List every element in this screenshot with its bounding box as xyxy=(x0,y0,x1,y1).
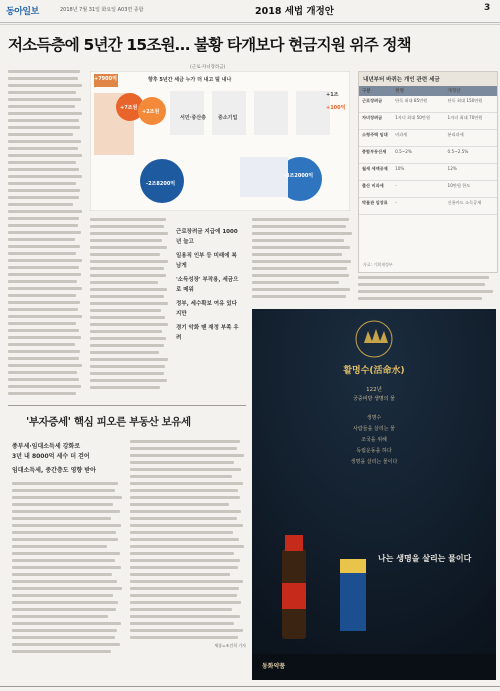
table-cell: 비과세 xyxy=(395,132,408,137)
headline-source-note: (근로·자녀장려금) xyxy=(190,65,226,70)
table-cell: 출산 비과세 xyxy=(362,183,384,188)
table-header-cell: 개정안 xyxy=(447,89,461,94)
table-cell: 월세 세액공제 xyxy=(362,166,388,171)
pull-quote-line: 일용직 인부 등 미래에 복 남게 xyxy=(176,253,237,269)
table-cell: 박물관 입장료 xyxy=(362,200,388,205)
issue-date: 2018년 7월 31일 화요일 A03면 종합 xyxy=(60,7,144,13)
main-headline: 저소득층에 5년간 15조원… 불황 타개보다 현금지원 위주 정책 xyxy=(8,36,411,54)
article2-subhead: 3년 내 8000억 세수 더 걷어 xyxy=(12,453,90,460)
chart-bar-top: +2조원 xyxy=(142,109,160,115)
article2-byline: 세종=조건희 기자 xyxy=(214,643,246,648)
table-cell: 10% xyxy=(395,166,405,171)
bottom-rule xyxy=(0,686,500,687)
table-cell: - xyxy=(395,200,397,205)
table-row xyxy=(359,96,497,113)
table-cell: 신용카드 소득공제 xyxy=(447,200,482,205)
ad-brand: 활명수(活命水) xyxy=(343,366,405,376)
article2-column-left xyxy=(12,482,124,682)
table-cell: 종합부동산세 xyxy=(362,149,387,154)
page-number: 3 xyxy=(484,3,491,13)
table-row xyxy=(359,198,497,215)
ad-copy xyxy=(252,413,496,468)
article-column-mid xyxy=(90,218,170,402)
pull-quote-line: '소득성장' 부작용, 세금으로 메워 xyxy=(176,277,239,293)
table-cell: 10만원 한도 xyxy=(447,183,471,188)
table-cell: 1자녀 최대 70만원 xyxy=(447,115,483,120)
pull-quote xyxy=(176,228,242,343)
table-header-cell: 구분 xyxy=(362,89,371,94)
article2-subhead: 종부세·임대소득세 강화로 xyxy=(12,443,81,450)
tax-change-table xyxy=(358,71,498,273)
chart-left-note: +7조원 xyxy=(120,105,138,111)
article2-headline: '부자증세' 핵심 피오른 부동산 보유세 xyxy=(26,416,191,428)
table-title: 내년부터 바뀌는 개인 관련 세금 xyxy=(359,72,497,86)
article2-subheads xyxy=(12,442,96,476)
ad-copy-line: 사람들을 살리는 물 xyxy=(353,426,395,432)
newspaper-logo: 동아일보 xyxy=(6,7,39,17)
ad-year: 122년 xyxy=(366,387,382,393)
table-header xyxy=(359,86,497,96)
ad-tagline: 궁중비방 생명의 물 xyxy=(353,396,395,402)
table-row xyxy=(359,181,497,198)
pull-quote-line: 정부, 세수확보 여유 있다지만 xyxy=(176,301,237,317)
table-cell: 0.5~2.5% xyxy=(447,149,469,154)
pull-quote-line: 경기 악화 땐 재정 부족 우려 xyxy=(176,325,239,341)
chart-value-low: -3조2000억 xyxy=(284,173,314,179)
table-cell: 0.5~2% xyxy=(395,149,412,154)
table-row xyxy=(359,113,497,130)
divider xyxy=(0,24,500,25)
article-column-left xyxy=(8,70,84,402)
ad-company: 동화약품 xyxy=(262,663,286,670)
ad-copy-line: 독립운동을 하다 xyxy=(356,448,392,454)
ad-copy-line: 생명수 xyxy=(366,415,382,421)
article-column-far-right xyxy=(358,276,496,304)
table-cell: 단독 최대 150만원 xyxy=(447,98,483,103)
chart-col-low: 서민·중산층 xyxy=(180,115,207,121)
chart-title: 향후 5년간 세금 누가 더 내고 덜 내나 xyxy=(148,77,232,83)
table-header-cell: 현행 xyxy=(395,89,404,94)
article-column-right xyxy=(252,218,354,304)
chart-right-label: +100억 xyxy=(326,105,346,111)
table-cell: 분리과세 xyxy=(447,132,464,137)
ad-slogan: 나는 생명을 살리는 물이다 xyxy=(378,554,472,563)
article2-subhead: 임대소득세, 중간층도 영향 받아 xyxy=(12,467,96,474)
table-cell: - xyxy=(395,183,397,188)
chart-left-label: +7900억 xyxy=(94,76,117,82)
chart-right-top: +1조 xyxy=(326,92,339,98)
chart-col-mid: 중소기업 xyxy=(218,115,238,121)
table-row xyxy=(359,164,497,181)
table-cell: 자녀장려금 xyxy=(362,115,383,120)
advertisement xyxy=(252,309,496,680)
table-cell: 1자녀 최대 50만원 xyxy=(395,115,431,120)
section-title: 2018 세법 개정안 xyxy=(255,6,334,17)
table-row xyxy=(359,130,497,147)
pull-quote-line: 근로장려금 지급에 1000년 늘고 xyxy=(176,229,238,245)
article2-column-right xyxy=(130,440,246,680)
table-cell: 소형주택 임대 xyxy=(362,132,388,137)
table-source: 자료: 기획재정부 xyxy=(363,262,393,267)
table-cell: 근로장려금 xyxy=(362,98,383,103)
table-cell: 단독 최대 85만원 xyxy=(395,98,428,103)
divider xyxy=(8,405,246,406)
ad-copy-line: 조국을 위해 xyxy=(361,437,387,443)
ad-copy-line: 생명을 살리는 물이다 xyxy=(350,459,398,465)
table-row xyxy=(359,147,497,164)
table-cell: 12% xyxy=(447,166,457,171)
chart-value-mid: -2조8200억 xyxy=(146,181,176,187)
tax-change-chart xyxy=(90,71,350,211)
